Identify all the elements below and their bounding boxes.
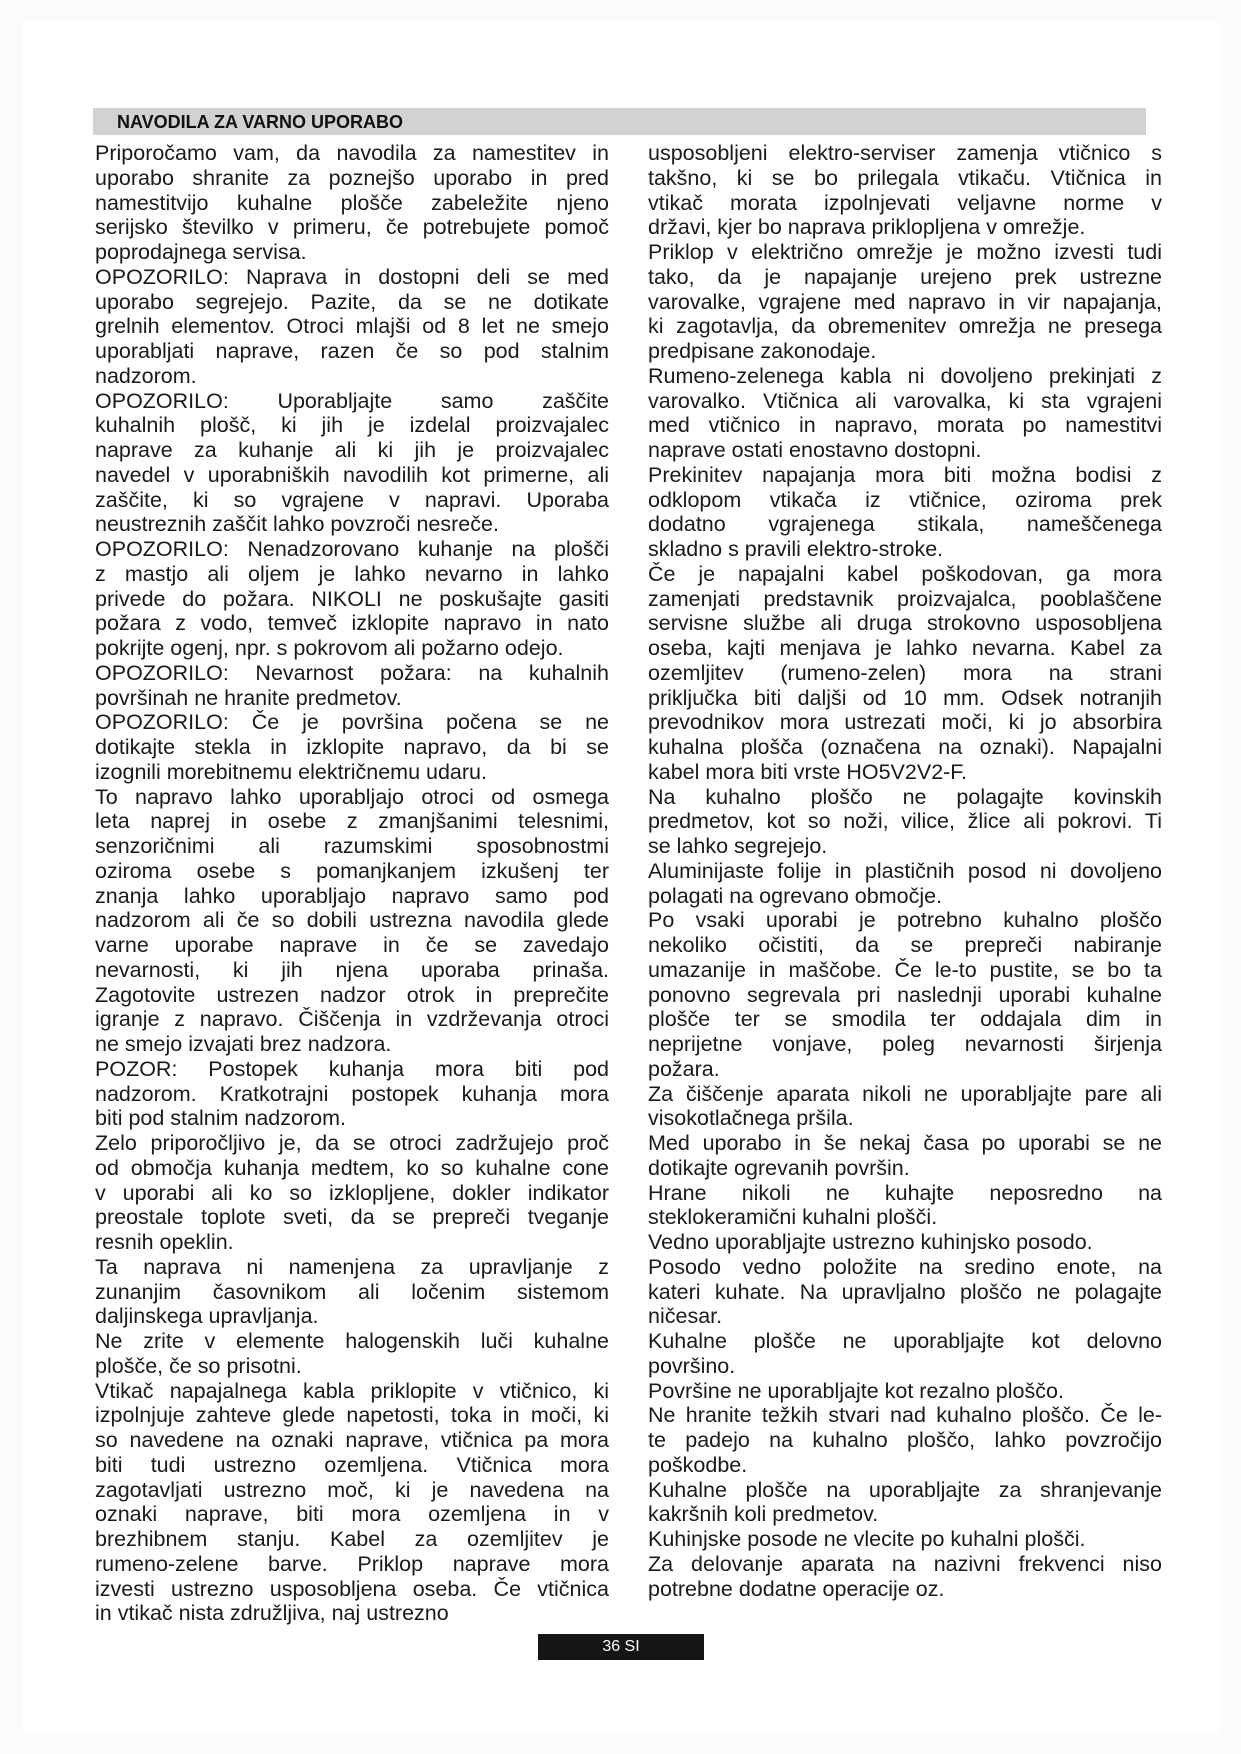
paragraph xyxy=(648,1379,1162,1404)
paragraph xyxy=(648,1478,1162,1528)
text-line: Ta naprava ni namenjena za upravljanje z xyxy=(95,1254,609,1279)
text-line: Hrane nikoli ne kuhajte neposredno na xyxy=(648,1180,1162,1205)
text-line: Površine ne uporabljajte kot rezalno ploščo. xyxy=(648,1378,1064,1403)
paragraph xyxy=(648,1255,1162,1329)
text-line: ozemljitev (rumeno-zelen) mora na strani xyxy=(648,660,1162,685)
text-line: grelnih elementov. Otroci mlajši od 8 let ne smejo xyxy=(95,314,609,339)
text-line: biti pod stalnim nadzorom. xyxy=(95,1106,346,1131)
text-line: požara z vodo, temveč izklopite napravo in nato xyxy=(95,611,609,636)
left-column xyxy=(95,141,609,1626)
text-line: resnih opeklin. xyxy=(95,1230,234,1254)
text-line: uporabljati naprave, razen če so pod stalnim xyxy=(95,339,609,363)
paragraph xyxy=(648,1082,1162,1132)
text-line: predpisane zakonodaje. xyxy=(648,339,877,363)
text-line: z mastjo ali oljem je lahko nevarno in lahko xyxy=(95,561,609,586)
paragraph xyxy=(648,1552,1162,1602)
text-line: oseba, kajti menjava je lahko nevarna. Kabel za xyxy=(648,636,1162,660)
text-line: predmetov, kot so noži, vilice, žlice ali pokrovi. Ti xyxy=(648,809,1162,834)
paragraph xyxy=(95,389,609,538)
text-line: Kuhalne plošče na uporabljajte za shranjevanje xyxy=(648,1477,1162,1502)
paragraph xyxy=(648,1329,1162,1379)
text-line: neustreznih zaščit lahko povzroči nesreče. xyxy=(95,512,499,537)
paragraph xyxy=(648,141,1162,240)
text-line: nekoliko očistiti, da se prepreči nabiranje xyxy=(648,933,1162,957)
text-line: OPOZORILO: Naprava in dostopni deli se med xyxy=(95,264,609,289)
text-line: varovalko. Vtičnica ali varovalka, ki sta vgrajeni xyxy=(648,388,1162,413)
text-line: dotikajte ogrevanih površin. xyxy=(648,1155,910,1180)
text-line: izvesti ustrezno usposobljena oseba. Če vtičnica xyxy=(95,1576,609,1601)
text-line: OPOZORILO: Nevarnost požara: na kuhalnih xyxy=(95,660,609,685)
paragraph xyxy=(648,562,1162,785)
text-line: znanja lahko uporabljajo napravo samo pod xyxy=(95,883,609,908)
paragraph xyxy=(95,141,609,265)
text-line: zagotavljati ustrezno moč, ki je navedena na xyxy=(95,1477,609,1502)
text-line: polagati na ogrevano območje. xyxy=(648,883,943,908)
text-line: dodatno vgrajenega stikala, nameščenega xyxy=(648,512,1162,537)
text-line: leta naprej in osebe z zmanjšanimi telesnimi, xyxy=(95,809,609,834)
text-line: dotikajte stekla in izklopite napravo, da bi se xyxy=(95,735,609,759)
text-line: Prekinitev napajanja mora biti možna bodisi z xyxy=(648,462,1162,487)
text-line: kuhalna plošča (označena na oznaki). Napajalni xyxy=(648,735,1162,759)
paragraph xyxy=(95,785,609,1057)
text-line: tako, da je napajanje urejeno prek ustrezne xyxy=(648,264,1162,289)
text-line: ponovno segrevala pri naslednji uporabi kuhalne xyxy=(648,982,1162,1007)
text-line: Na kuhalno ploščo ne polagajte kovinskih xyxy=(648,784,1162,809)
text-line: serijsko številko v primeru, če potrebujete pomoč xyxy=(95,215,609,240)
text-line: uporabo segrejejo. Pazite, da se ne dotikate xyxy=(95,289,609,314)
text-line: varne uporabe naprave in če se zavedajo xyxy=(95,933,609,957)
text-line: zaščite, ki so vgrajene v napravi. Uporaba xyxy=(95,487,609,512)
text-line: namestitvijo kuhalne plošče zabeležite njeno xyxy=(95,190,609,215)
paragraph xyxy=(95,537,609,661)
text-line: plošče, če so prisotni. xyxy=(95,1353,302,1378)
text-line: površino. xyxy=(648,1353,736,1378)
section-title: NAVODILA ZA VARNO UPORABO xyxy=(117,112,403,132)
text-line: zamenjati predstavnik proizvajalca, pooblaščene xyxy=(648,586,1162,611)
text-line: To napravo lahko uporabljajo otroci od osmega xyxy=(95,784,609,809)
text-line: izognili morebitnemu električnemu udaru. xyxy=(95,759,487,784)
text-line: igranje z napravo. Čiščenja in vzdrževanja otroci xyxy=(95,1007,609,1032)
text-line: Priporočamo vam, da navodila za namestitev in xyxy=(95,141,609,165)
paragraph xyxy=(648,364,1162,463)
text-line: površinah ne hranite predmetov. xyxy=(95,685,402,710)
text-line: Če je napajalni kabel poškodovan, ga mora xyxy=(648,561,1162,586)
paragraph xyxy=(95,710,609,784)
text-line: servisne službe ali druga strokovno usposobljena xyxy=(648,611,1162,636)
paragraph xyxy=(648,859,1162,909)
text-line: OPOZORILO: Uporabljajte samo zaščite xyxy=(95,388,609,413)
paragraph xyxy=(95,1057,609,1131)
text-line: od območja kuhanja medtem, ko so kuhalne cone xyxy=(95,1155,609,1180)
text-line: Posodo vedno položite na sredino enote, na xyxy=(648,1254,1162,1279)
text-line: oziroma osebe s pomanjkanjem izkušenj ter xyxy=(95,858,609,883)
paragraph xyxy=(648,1403,1162,1477)
text-line: ne smejo izvajati brez nadzora. xyxy=(95,1032,392,1056)
text-line: OPOZORILO: Če je površina počena se ne xyxy=(95,710,609,735)
text-line: nadzorom ali če so dobili ustrezna navodila glede xyxy=(95,908,609,933)
text-line: daljinskega upravljanja. xyxy=(95,1304,319,1329)
text-line: so navedene na oznaki naprave, vtičnica pa mora xyxy=(95,1428,609,1452)
text-line: varovalke, vgrajene med napravo in vir napajanja, xyxy=(648,289,1162,314)
text-line: OPOZORILO: Nenadzorovano kuhanje na plošči xyxy=(95,537,609,561)
text-line: kateri kuhate. Na upravljalno ploščo ne polagajte xyxy=(648,1279,1162,1304)
text-line: v uporabi ali ko so izklopljene, dokler indikator xyxy=(95,1180,609,1205)
text-line: požara. xyxy=(648,1056,720,1081)
text-line: se lahko segrejejo. xyxy=(648,834,828,858)
text-line: takšno, ki se bo prilegala vtikaču. Vtičnica in xyxy=(648,165,1162,190)
text-line: steklokeramični kuhalni plošči. xyxy=(648,1205,938,1230)
text-line: Aluminijaste folije in plastičnih posod ni dovoljeno xyxy=(648,858,1162,883)
text-line: te padejo na kuhalno ploščo, lahko povzročijo xyxy=(648,1428,1162,1452)
text-line: pokrijte ogenj, npr. s pokrovom ali požarno odejo. xyxy=(95,636,564,660)
text-line: neprijetne vonjave, poleg nevarnosti širjenja xyxy=(648,1032,1162,1056)
paragraph xyxy=(648,1131,1162,1181)
text-line: Po vsaki uporabi je potrebno kuhalno ploščo xyxy=(648,908,1162,933)
paragraph xyxy=(648,785,1162,859)
paragraph xyxy=(648,1230,1162,1255)
paragraph xyxy=(648,1181,1162,1231)
text-line: skladno s pravili elektro-stroke. xyxy=(648,537,944,561)
text-line: Ne hranite težkih stvari nad kuhalno ploščo. Če le- xyxy=(648,1403,1162,1428)
text-line: med vtičnico in napravo, morata po namestitvi xyxy=(648,413,1162,438)
text-line: biti tudi ustrezno ozemljena. Vtičnica mora xyxy=(95,1452,609,1477)
text-line: Za čiščenje aparata nikoli ne uporabljajte pare ali xyxy=(648,1081,1162,1106)
text-line: Vtikač napajalnega kabla priklopite v vtičnico, ki xyxy=(95,1378,609,1403)
text-line: poškodbe. xyxy=(648,1452,748,1477)
text-line: zunanjim časovnikom ali ločenim sistemom xyxy=(95,1279,609,1304)
text-line: kabel mora biti vrste HO5V2V2-F. xyxy=(648,759,968,784)
text-line: Zagotovite ustrezen nadzor otrok in preprečite xyxy=(95,982,609,1007)
paragraph xyxy=(95,1379,609,1627)
text-line: Zelo priporočljivo je, da se otroci zadržujejo proč xyxy=(95,1131,609,1155)
paragraph xyxy=(95,1255,609,1329)
section-header-bar xyxy=(93,108,1146,135)
right-column xyxy=(648,141,1162,1601)
text-line: kakršnih koli predmetov. xyxy=(648,1502,879,1527)
text-line: prevodnikov mora ustrezati moči, ki jo absorbira xyxy=(648,710,1162,735)
text-line: Med uporabo in še nekaj časa po uporabi se ne xyxy=(648,1131,1162,1155)
paragraph xyxy=(648,463,1162,562)
text-line: preostale toplote sveti, da se prepreči tveganje xyxy=(95,1205,609,1230)
text-line: usposobljeni elektro-serviser zamenja vtičnico s xyxy=(648,141,1162,165)
text-line: Za delovanje aparata na nazivni frekvenci niso xyxy=(648,1551,1162,1576)
text-line: kuhalnih plošč, ki jih je izdelal proizvajalec xyxy=(95,413,609,438)
paragraph xyxy=(648,240,1162,364)
text-line: nevarnosti, ki jih njena uporaba prinaša. xyxy=(95,957,609,982)
text-line: in vtikač nista združljiva, naj ustrezno xyxy=(95,1601,449,1626)
text-line: Rumeno-zelenega kabla ni dovoljeno prekinjati z xyxy=(648,363,1162,388)
text-line: ki zagotavlja, da obremenitev omrežja ne presega xyxy=(648,314,1162,339)
text-line: državi, kjer bo naprava priklopljena v omrežje. xyxy=(648,215,1086,240)
paragraph xyxy=(95,661,609,711)
text-line: visokotlačnega pršila. xyxy=(648,1106,854,1131)
text-line: Priklop v električno omrežje je možno izvesti tudi xyxy=(648,240,1162,264)
text-line: nadzorom. Kratkotrajni postopek kuhanja mora xyxy=(95,1081,609,1106)
text-line: rumeno-zelene barve. Priklop naprave mora xyxy=(95,1551,609,1576)
text-line: POZOR: Postopek kuhanja mora biti pod xyxy=(95,1056,609,1081)
text-line: ničesar. xyxy=(648,1304,723,1329)
page-number: 36 SI xyxy=(538,1634,704,1660)
paragraph xyxy=(648,908,1162,1081)
text-line: vtikač morata izpolnjevati veljavne norme v xyxy=(648,190,1162,215)
text-line: privede do požara. NIKOLI ne poskušajte gasiti xyxy=(95,586,609,611)
text-line: Ne zrite v elemente halogenskih luči kuhalne xyxy=(95,1329,609,1353)
text-line: izpolnjuje zahteve glede napetosti, toka in moči, ki xyxy=(95,1403,609,1428)
text-line: poprodajnega servisa. xyxy=(95,240,307,264)
paragraph xyxy=(95,1329,609,1379)
text-line: naprave ostati enostavno dostopni. xyxy=(648,438,982,462)
text-line: oznaki naprave, biti mora ozemljena in v xyxy=(95,1502,609,1527)
text-line: potrebne dodatne operacije oz. xyxy=(648,1576,945,1601)
paragraph xyxy=(648,1527,1162,1552)
text-line: senzoričnimi ali razumskimi sposobnostmi xyxy=(95,834,609,858)
text-line: umazanije in maščobe. Če le-to pustite, se bo ta xyxy=(648,957,1162,982)
paragraph xyxy=(95,265,609,389)
text-line: priključka biti daljši od 10 mm. Odsek notranjih xyxy=(648,685,1162,710)
text-line: nadzorom. xyxy=(95,363,197,388)
text-line: Kuhalne plošče ne uporabljajte kot delovno xyxy=(648,1329,1162,1353)
text-line: plošče ter se smodila ter oddajala dim in xyxy=(648,1007,1162,1032)
text-line: brezhibnem stanju. Kabel za ozemljitev je xyxy=(95,1527,609,1551)
text-line: odklopom vtikača iz vtičnice, oziroma prek xyxy=(648,487,1162,512)
text-line: uporabo shranite za poznejšo uporabo in pred xyxy=(95,165,609,190)
text-line: naprave za kuhanje ali ki jih je proizvajalec xyxy=(95,438,609,462)
text-line: Vedno uporabljajte ustrezno kuhinjsko posodo. xyxy=(648,1230,1093,1254)
text-line: Kuhinjske posode ne vlecite po kuhalni plošči. xyxy=(648,1527,1086,1551)
paragraph xyxy=(95,1131,609,1255)
text-line: navedel v uporabniških navodilih kot primerne, ali xyxy=(95,462,609,487)
